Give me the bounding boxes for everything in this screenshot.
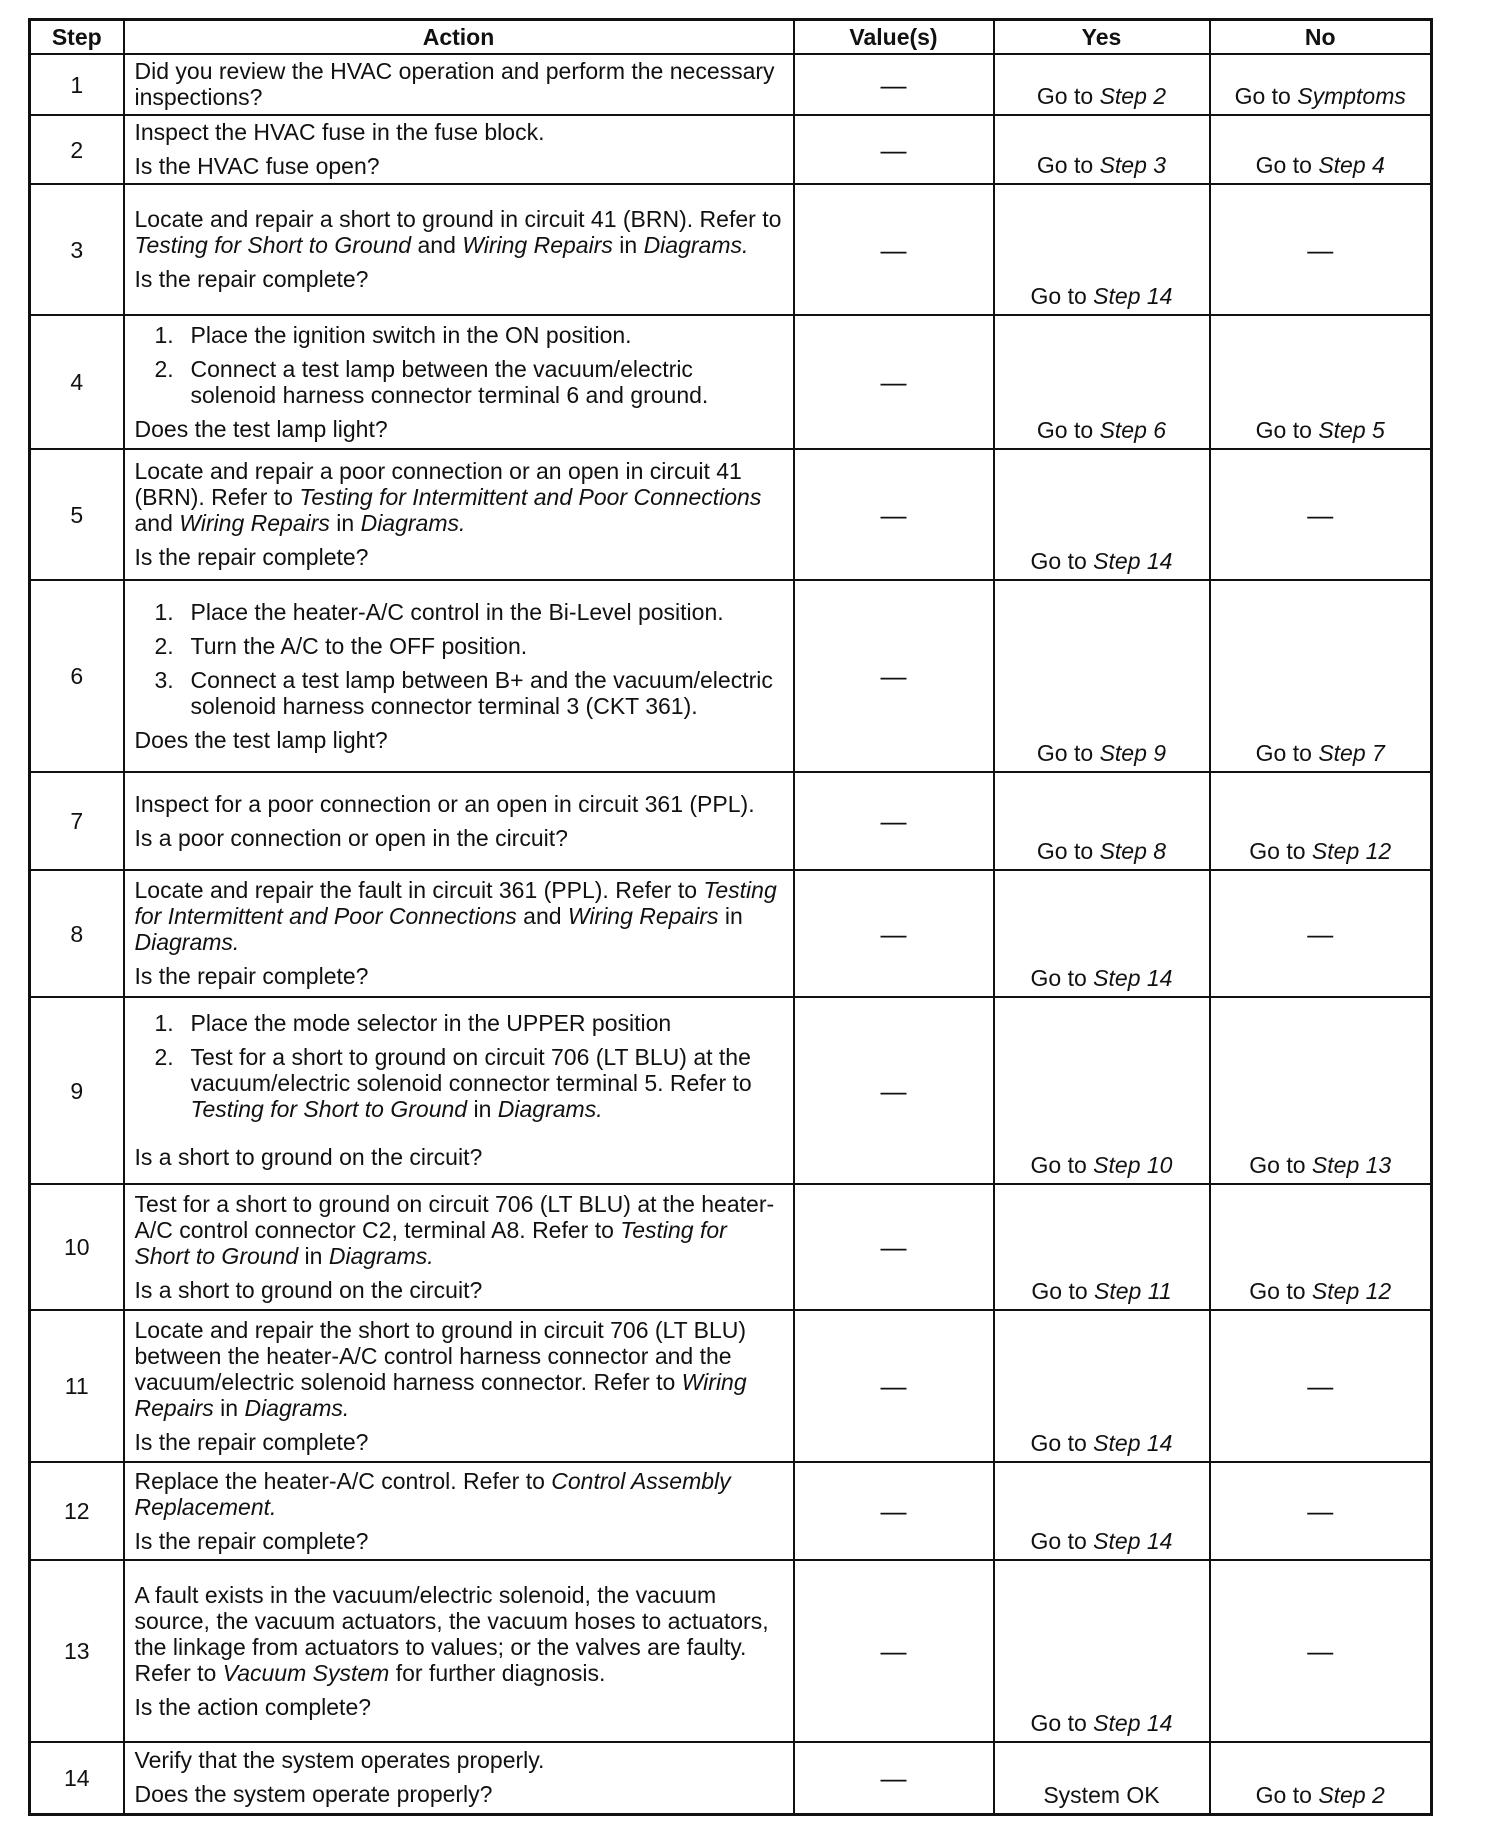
no-cell	[1210, 315, 1432, 449]
no-cell	[1210, 54, 1432, 115]
yes-target: Step 6	[1099, 417, 1167, 443]
value-cell: —	[794, 772, 994, 870]
action-cell	[124, 449, 794, 580]
no-prefix: Go to	[1255, 152, 1319, 178]
yes-cell	[994, 315, 1210, 449]
action-cell	[124, 1184, 794, 1310]
action-question: Is the repair complete?	[134, 1527, 369, 1554]
yes-prefix: Go to	[1030, 1710, 1094, 1736]
step-number: 2	[30, 115, 124, 184]
list-item: 3. Connect a test lamp between B+ and the vacuum/electric solenoid harness connector terminal 3 (CKT 361).	[154, 666, 773, 719]
step-number: 6	[30, 580, 124, 772]
value-cell: —	[794, 870, 994, 997]
table-row	[30, 1310, 1432, 1462]
yes-prefix: Go to	[1030, 1430, 1094, 1456]
action-cell	[124, 184, 794, 315]
action-question: Is the action complete?	[134, 1693, 372, 1720]
no-target: Step 12	[1311, 1278, 1392, 1304]
action-question: Is the repair complete?	[134, 963, 369, 989]
yes-target: Step 9	[1099, 740, 1167, 766]
table-row	[30, 449, 1432, 580]
no-cell	[1210, 1184, 1432, 1310]
table-row	[30, 772, 1432, 870]
step-number: 5	[30, 449, 124, 580]
no-prefix: Go to	[1249, 1152, 1312, 1178]
yes-prefix: Go to	[1036, 152, 1100, 178]
step-number: 14	[30, 1742, 124, 1814]
table-row	[30, 54, 1432, 115]
value-cell: —	[794, 315, 994, 449]
header-values: Value(s)	[794, 20, 994, 55]
action-steps	[135, 599, 785, 719]
action-question: Is the repair complete?	[134, 544, 369, 570]
no-cell	[1210, 997, 1432, 1184]
table-row	[30, 580, 1432, 772]
table-row	[30, 870, 1432, 997]
action-question: Does the system operate properly?	[134, 1781, 493, 1808]
action-text: Locate and repair the short to ground in circuit 706 (LT BLU) between the heater-A/C control harness connector and the vacuum/electric solenoid harness connector. Refer to Wiring Repairs in Diagrams.	[134, 1316, 747, 1421]
no-cell: —	[1210, 1560, 1432, 1742]
action-text: Locate and repair the fault in circuit 361 (PPL). Refer to Testing for Intermittent and Poor Connections and Wiring Repairs in Diagrams.	[134, 877, 777, 955]
action-question: Is the repair complete?	[134, 1428, 369, 1455]
header-no: No	[1210, 20, 1432, 55]
action-steps	[135, 322, 785, 408]
no-cell: —	[1210, 449, 1432, 580]
table-row	[30, 184, 1432, 315]
step-number: 12	[30, 1462, 124, 1560]
diagnostic-document	[28, 18, 1430, 1816]
action-text: Test for a short to ground on circuit 706 (LT BLU) at the heater-A/C control connector C2, terminal A8. Refer to Testing for Short to Ground in Diagrams.	[134, 1190, 775, 1269]
step-number: 8	[30, 870, 124, 997]
yes-cell	[994, 772, 1210, 870]
table-row	[30, 1560, 1432, 1742]
action-cell	[124, 870, 794, 997]
step-number: 10	[30, 1184, 124, 1310]
no-cell	[1210, 115, 1432, 184]
no-prefix: Go to	[1249, 1278, 1312, 1304]
no-target: Step 13	[1311, 1152, 1392, 1178]
yes-cell	[994, 580, 1210, 772]
yes-prefix: Go to	[1031, 1278, 1095, 1304]
action-text: A fault exists in the vacuum/electric solenoid, the vacuum source, the vacuum actuators, the vacuum hoses to actuators, the linkage from actuators to values; or the valves are faulty. Refer to Vacuum System for further diagnosis.	[134, 1581, 769, 1686]
step-number: 1	[30, 54, 124, 115]
yes-prefix: Go to	[1036, 838, 1100, 864]
no-target: Symptoms	[1297, 83, 1406, 109]
value-cell: —	[794, 1560, 994, 1742]
no-target: Step 2	[1318, 1781, 1385, 1808]
list-item: 1. Place the mode selector in the UPPER position	[154, 1010, 672, 1036]
yes-target: Step 8	[1099, 838, 1167, 864]
step-number: 9	[30, 997, 124, 1184]
value-cell: —	[794, 1310, 994, 1462]
yes-prefix: Go to	[1030, 548, 1094, 574]
no-prefix: Go to	[1255, 417, 1319, 443]
action-cell	[124, 1462, 794, 1560]
table-row	[30, 1742, 1432, 1814]
list-item: 2. Connect a test lamp between the vacuum/electric solenoid harness connector terminal 6 and ground.	[154, 355, 709, 408]
yes-target: Step 14	[1093, 1528, 1173, 1554]
action-cell	[124, 54, 794, 115]
yes-cell	[994, 870, 1210, 997]
table-row	[30, 997, 1432, 1184]
yes-cell	[994, 1184, 1210, 1310]
yes-prefix: Go to	[1030, 965, 1094, 991]
yes-target: Step 14	[1093, 1710, 1173, 1736]
yes-cell	[994, 184, 1210, 315]
yes-target: Step 14	[1093, 965, 1173, 991]
header-action: Action	[124, 20, 794, 55]
value-cell: —	[794, 1184, 994, 1310]
no-target: Step 12	[1311, 838, 1392, 864]
yes-target: Step 3	[1099, 152, 1167, 178]
no-cell: —	[1210, 870, 1432, 997]
action-question: Does the test lamp light?	[134, 726, 388, 753]
action-text: Locate and repair a poor connection or an open in circuit 41 (BRN). Refer to Testing for Intermittent and Poor Connections and Wiring Repairs in Diagrams.	[134, 458, 762, 536]
value-cell: —	[794, 1462, 994, 1560]
step-number: 13	[30, 1560, 124, 1742]
value-cell: —	[794, 997, 994, 1184]
no-cell: —	[1210, 1462, 1432, 1560]
yes-target: Step 14	[1093, 283, 1173, 309]
yes-prefix: Go to	[1030, 1528, 1094, 1554]
no-target: Step 5	[1318, 417, 1385, 443]
action-cell	[124, 580, 794, 772]
yes-target: Step 14	[1093, 1430, 1173, 1456]
diagnostic-table	[28, 18, 1433, 1816]
action-text: Verify that the system operates properly.	[134, 1747, 545, 1774]
action-question: Does the test lamp light?	[134, 415, 388, 442]
step-number: 3	[30, 184, 124, 315]
no-cell	[1210, 772, 1432, 870]
action-cell	[124, 115, 794, 184]
header-yes: Yes	[994, 20, 1210, 55]
value-cell: —	[794, 449, 994, 580]
value-cell: —	[794, 1742, 994, 1814]
no-cell	[1210, 580, 1432, 772]
value-cell: —	[794, 54, 994, 115]
yes-prefix: Go to	[1030, 283, 1094, 309]
table-row	[30, 1462, 1432, 1560]
yes-prefix: Go to	[1036, 417, 1100, 443]
yes-cell	[994, 449, 1210, 580]
action-cell	[124, 997, 794, 1184]
yes-cell	[994, 1560, 1210, 1742]
table-row	[30, 1184, 1432, 1310]
yes-target: Step 11	[1094, 1278, 1172, 1304]
action-question: Is a poor connection or open in the circuit?	[134, 824, 568, 851]
list-item: 2. Test for a short to ground on circuit 706 (LT BLU) at the vacuum/electric solenoid connector terminal 5. Refer to Testing for Short to Ground in Diagrams.	[154, 1044, 752, 1122]
yes-prefix: Go to	[1036, 740, 1100, 766]
table-row	[30, 315, 1432, 449]
no-prefix: Go to	[1255, 740, 1319, 766]
yes-prefix: Go to	[1036, 83, 1100, 109]
no-cell	[1210, 1742, 1432, 1814]
table-row	[30, 115, 1432, 184]
header-step: Step	[30, 20, 124, 55]
action-question: Is a short to ground on the circuit?	[134, 1276, 483, 1303]
action-text: Locate and repair a short to ground in circuit 41 (BRN). Refer to Testing for Short to Ground and Wiring Repairs in Diagrams.	[134, 206, 782, 258]
no-prefix: Go to	[1255, 1781, 1319, 1808]
no-target: Step 7	[1318, 740, 1385, 766]
action-text: Inspect for a poor connection or an open in circuit 361 (PPL).	[134, 790, 755, 817]
value-cell: —	[794, 580, 994, 772]
yes-cell	[994, 997, 1210, 1184]
no-cell: —	[1210, 1310, 1432, 1462]
no-prefix: Go to	[1249, 838, 1312, 864]
yes-target: Step 14	[1093, 548, 1173, 574]
step-number: 11	[30, 1310, 124, 1462]
step-number: 4	[30, 315, 124, 449]
action-cell	[124, 1560, 794, 1742]
yes-target: Step 10	[1093, 1152, 1173, 1178]
list-item: 1. Place the heater-A/C control in the Bi-Level position.	[154, 598, 724, 625]
list-item: 2. Turn the A/C to the OFF position.	[154, 632, 528, 659]
action-cell	[124, 315, 794, 449]
action-text: Inspect the HVAC fuse in the fuse block.	[134, 119, 545, 145]
value-cell: —	[794, 115, 994, 184]
action-steps	[135, 1010, 785, 1122]
action-cell	[124, 1310, 794, 1462]
no-cell: —	[1210, 184, 1432, 315]
action-question: Is the HVAC fuse open?	[134, 153, 380, 179]
action-question: Is the repair complete?	[134, 266, 369, 292]
yes-prefix: Go to	[1030, 1152, 1094, 1178]
list-item: 1. Place the ignition switch in the ON position.	[154, 321, 632, 348]
yes-cell	[994, 1462, 1210, 1560]
yes-cell	[994, 54, 1210, 115]
step-number: 7	[30, 772, 124, 870]
action-text: Did you review the HVAC operation and perform the necessary inspections?	[134, 58, 775, 110]
no-target: Step 4	[1318, 152, 1385, 178]
value-cell: —	[794, 184, 994, 315]
action-cell	[124, 1742, 794, 1814]
yes-target: Step 2	[1099, 83, 1167, 109]
yes-cell	[994, 1310, 1210, 1462]
action-text: Replace the heater-A/C control. Refer to Control Assembly Replacement.	[134, 1467, 731, 1520]
yes-cell	[994, 115, 1210, 184]
action-cell	[124, 772, 794, 870]
header-row	[30, 20, 1432, 55]
yes-cell: System OK	[994, 1742, 1210, 1814]
no-prefix: Go to	[1234, 83, 1298, 109]
action-question: Is a short to ground on the circuit?	[134, 1144, 483, 1170]
